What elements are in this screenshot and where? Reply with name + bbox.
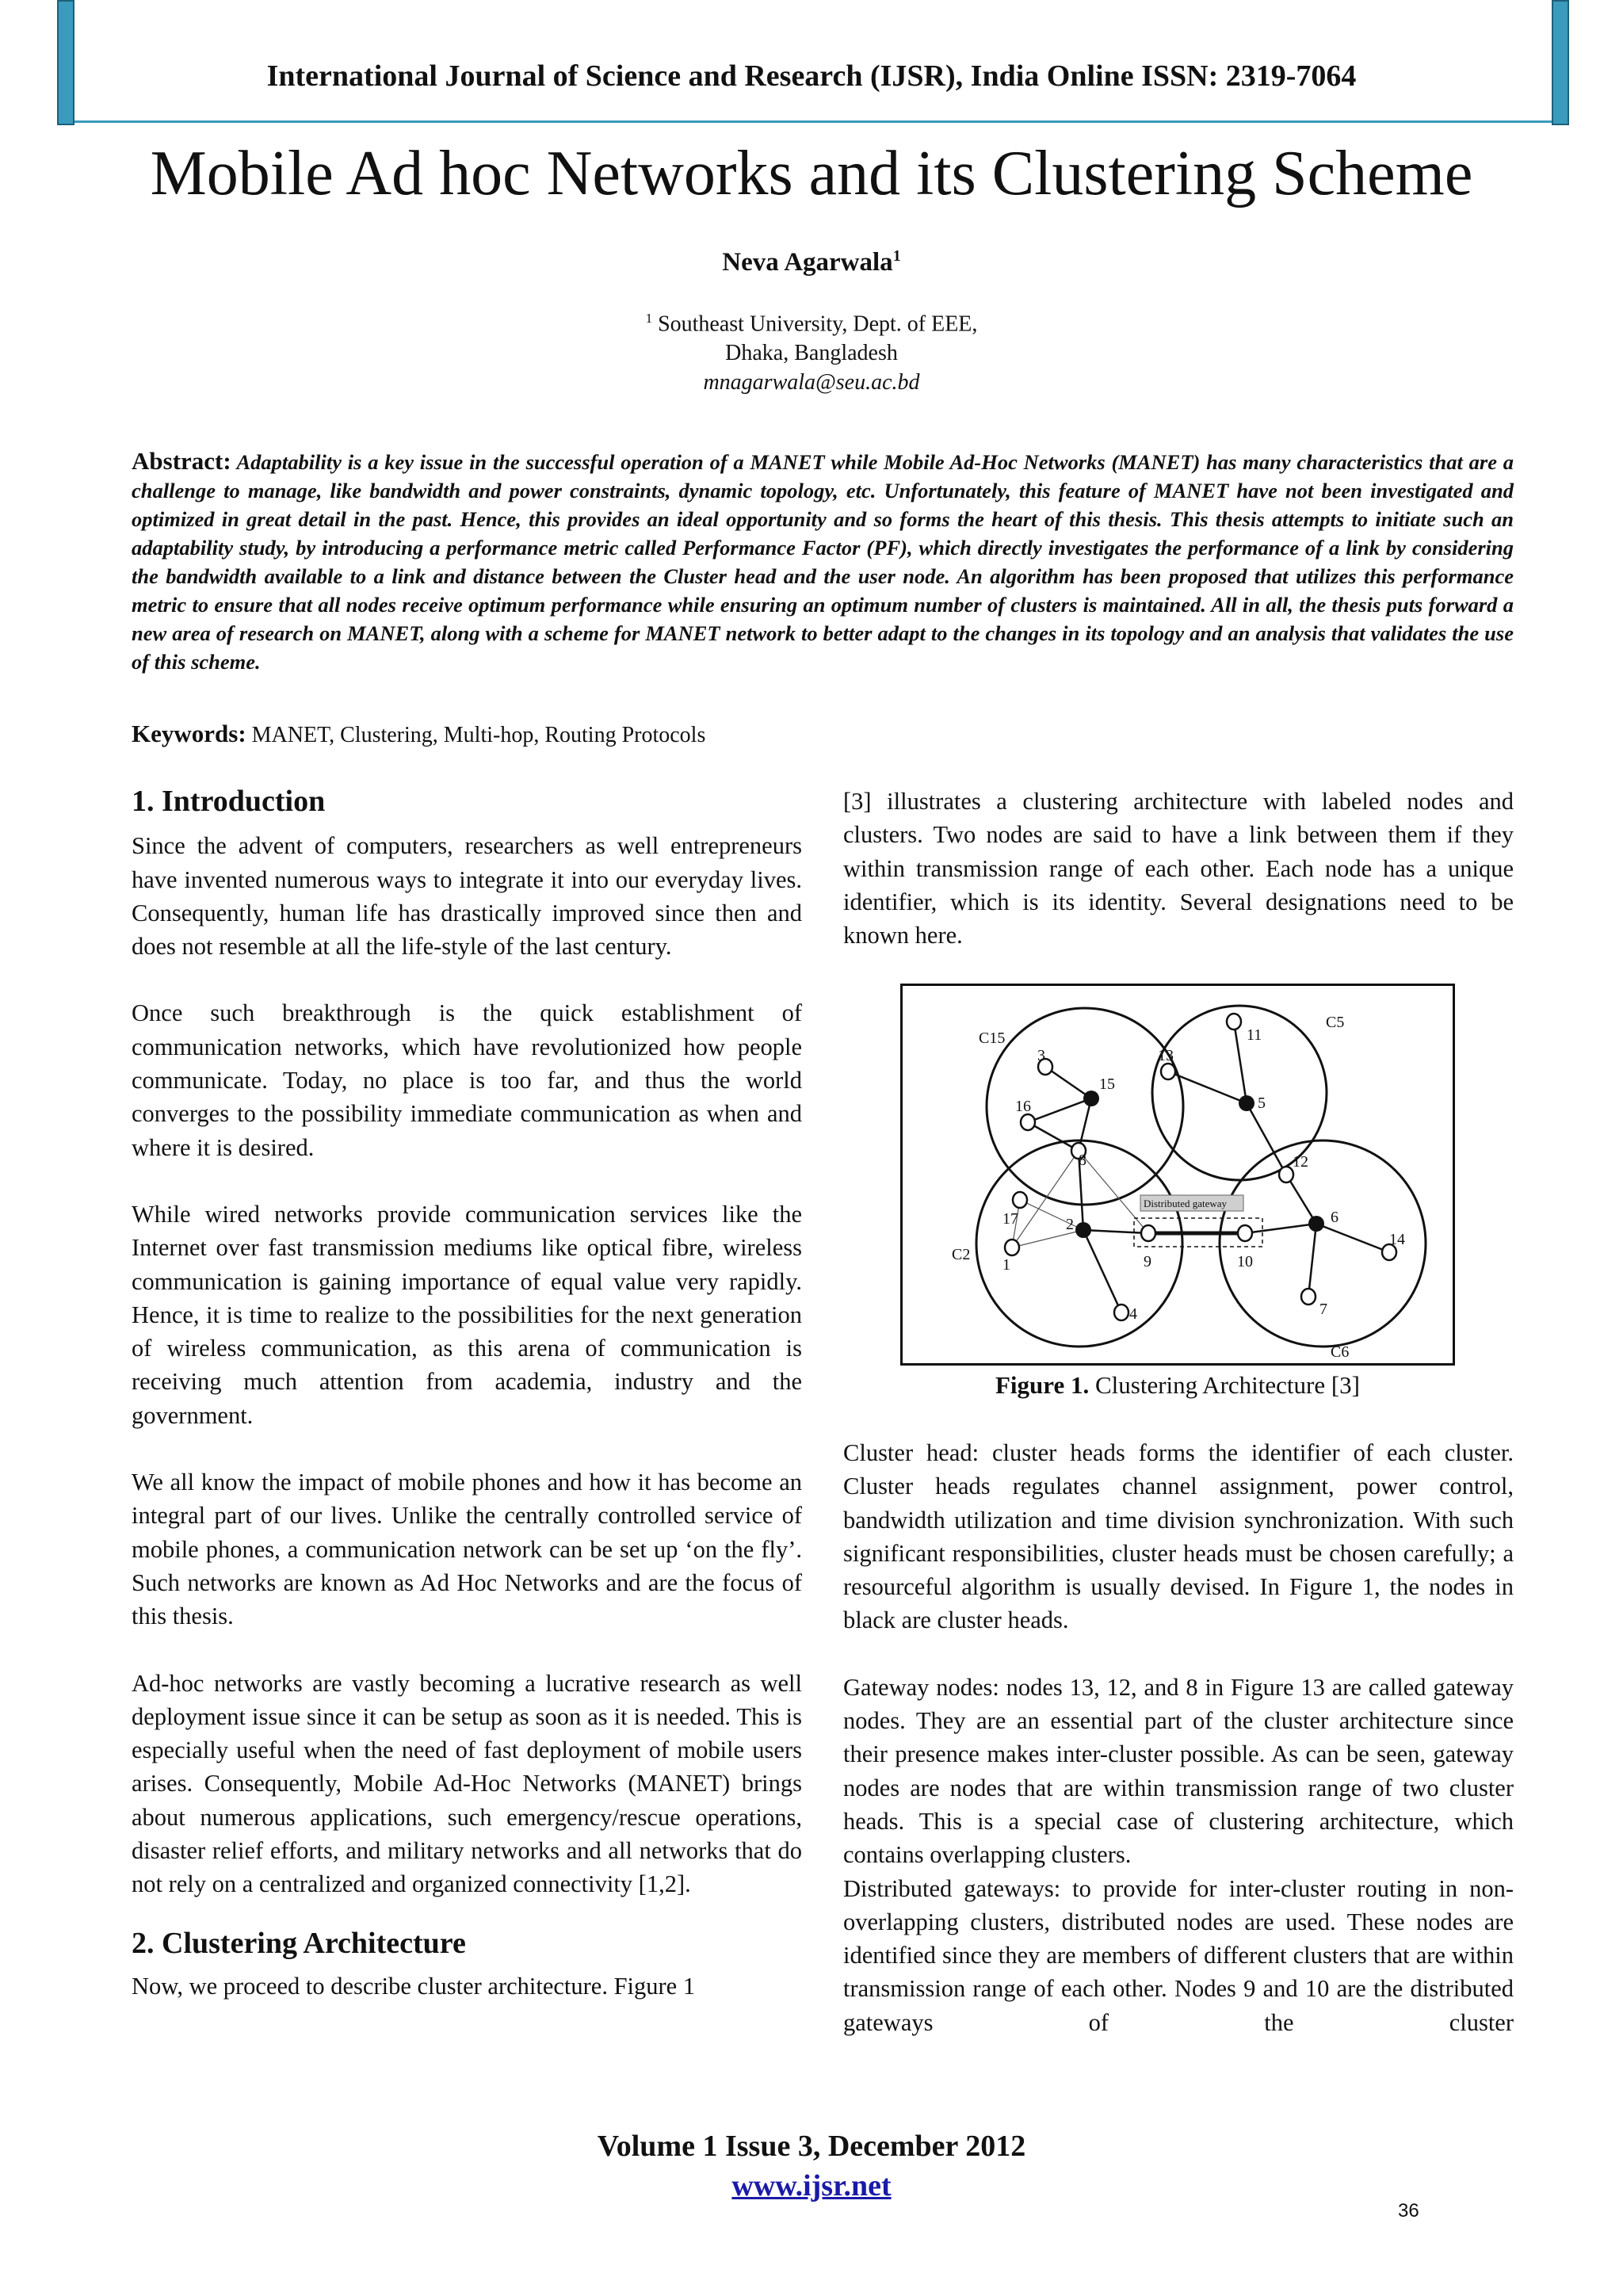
node-6-head (1308, 1216, 1324, 1232)
link-6-7 (1308, 1224, 1316, 1297)
paper-title: Mobile Ad hoc Networks and its Clustering Scheme (150, 139, 1473, 208)
node-5-head (1239, 1095, 1254, 1111)
node-17 (1013, 1192, 1027, 1208)
author-superscript: 1 (892, 247, 901, 265)
label-cluster-c6: C6 (1331, 1343, 1350, 1361)
right-column-top (843, 785, 1514, 952)
footer-volume: Volume 1 Issue 3, December 2012 (597, 2130, 1026, 2163)
label-node-5: 5 (1258, 1095, 1266, 1112)
affiliation-text-1: Southeast University, Dept. of EEE, (652, 311, 978, 337)
label-cluster-c15: C15 (979, 1030, 1006, 1047)
right-column-bottom (843, 1436, 1514, 2039)
link-5-12 (1247, 1103, 1286, 1175)
link-13-5 (1168, 1072, 1247, 1103)
label-node-2: 2 (1066, 1216, 1074, 1233)
gateway-nodes-paragraph: Gateway nodes: nodes 13, 12, and 8 in Figure 13 are called gateway nodes. They are an essential part of the cluster architecture since their presence makes inter-cluster possible. As can be seen, gateway nodes are nodes that are within transmission range of two cluster heads. This is a special case of clustering architecture, which contains overlapping clusters. (843, 1673, 1514, 1869)
label-node-12: 12 (1293, 1153, 1308, 1171)
label-node-16: 16 (1015, 1098, 1031, 1115)
affiliation-line-2: Dhaka, Bangladesh (725, 341, 898, 365)
node-7 (1301, 1289, 1316, 1305)
label-distributed-gateway: Distributed gateway (1144, 1198, 1228, 1209)
page-number: 36 (1398, 2200, 1419, 2222)
label-node-14: 14 (1389, 1231, 1405, 1248)
label-node-4: 4 (1129, 1305, 1137, 1323)
figure-intro-paragraph: [3] illustrates a clustering architecture with labeled nodes and clusters. Two nodes are said to have a link between them if they within transmission range of each other. Each node has a unique identifier, which is its identity. Several designations need to be known here. (843, 788, 1514, 949)
label-node-8: 8 (1079, 1152, 1086, 1169)
intro-paragraph-3: While wired networks provide communication services like the Internet over fast transmission mediums like optical fibre, wireless communication is gaining importance of equal value very rapidly. Hence, it is time to realize to the possibilities for the next generation of wireless communication, as this arena of communication is receiving much attention from academia, industry and the government. (132, 1200, 802, 1429)
node-4 (1114, 1305, 1128, 1320)
link-2-4 (1083, 1230, 1121, 1312)
intro-paragraph-5: Ad-hoc networks are vastly becoming a lucrative research as well deployment issue since it can be setup as soon as it is needed. This is especially useful when the need of fast deployment of mobile users arises. Consequently, Mobile Ad-Hoc Networks (MANET) brings about numerous applications, such emergency/rescue operations, disaster relief efforts, and military networks and all networks that do not rely on a centralized and organized connectivity [1,2]. (132, 1669, 802, 1898)
node-9 (1141, 1225, 1155, 1241)
intro-paragraph-1: Since the advent of computers, researchers as well entrepreneurs have invented numerous ways to integrate it into our everyday lives. Consequently, human life has drastically improved since then and does not resemble at all the life-style of the last century. (132, 832, 802, 961)
abstract-label: Abstract: (132, 447, 231, 475)
left-column (132, 785, 802, 2003)
link-11-5 (1234, 1022, 1247, 1103)
node-2-head (1075, 1222, 1091, 1238)
journal-header: International Journal of Science and Research (IJSR), India Online ISSN: 2319-7064 (266, 59, 1357, 93)
label-node-7: 7 (1319, 1301, 1327, 1318)
label-node-17: 17 (1002, 1210, 1018, 1228)
intro-paragraph-4: We all know the impact of mobile phones and how it has become an integral part of our lives. Unlike the centrally controlled service of mobile phones, a communication network can be set up ‘on the fly’. Such networks are known as Ad Hoc Networks and are the focus of this thesis. (132, 1469, 802, 1630)
node-10 (1238, 1225, 1252, 1241)
node-1 (1005, 1240, 1019, 1255)
link-16-15 (1028, 1098, 1091, 1122)
label-cluster-c2: C2 (952, 1246, 971, 1263)
label-node-11: 11 (1247, 1026, 1262, 1044)
link-8-9 (1079, 1151, 1148, 1233)
keywords (132, 720, 705, 748)
label-cluster-c5: C5 (1326, 1014, 1345, 1031)
link-3-15 (1045, 1067, 1091, 1098)
link-10-6 (1245, 1224, 1316, 1233)
label-node-9: 9 (1144, 1253, 1151, 1270)
clustering-paragraph-1: Now, we proceed to describe cluster architecture. Figure 1 (132, 1972, 696, 2000)
figure-1-caption-text: Clustering Architecture [3] (1089, 1371, 1360, 1399)
node-11 (1227, 1014, 1241, 1030)
link-6-14 (1316, 1224, 1389, 1252)
figure-1-frame (900, 984, 1455, 1366)
link-2-9 (1083, 1230, 1148, 1233)
author-name (0, 247, 1623, 277)
node-13 (1161, 1064, 1175, 1079)
node-12 (1279, 1167, 1293, 1182)
intro-paragraph-2: Once such breakthrough is the quick establishment of communication networks, which have revolutionized how people communicate. Today, no place is too far, and thus the world converges to the possibility immediate communication as when and where it is desired. (132, 999, 802, 1161)
figure-1-label: Figure 1. (995, 1371, 1090, 1399)
cluster-head-paragraph: Cluster head: cluster heads forms the identifier of each cluster. Cluster heads regulates channel assignment, power control, bandwidth utilization and time division synchronization. With such significant responsibilities, cluster heads must be chosen carefully; a resourceful algorithm is usually devised. In Figure 1, the nodes in black are cluster heads. (843, 1439, 1514, 1634)
keywords-label: Keywords: (132, 720, 246, 747)
link-16-8 (1028, 1122, 1079, 1151)
abstract-text: Adaptability is a key issue in the successful operation of a MANET while Mobile Ad-Hoc Networks (MANET) has many characteristics that are a challenge to manage, like bandwidth and power constraints, dynamic topology, etc. Unfortunately, this feature of MANET have not been investigated and optimized in great detail in the past. Hence, this provides an ideal opportunity and so forms the heart of this thesis. This thesis attempts to initiate such an adaptability study, by introducing a performance metric called Performance Factor (PF), which directly investigates the performance of a link by considering the bandwidth available to a link and distance between the Cluster head and the user node. An algorithm has been proposed that utilizes this performance metric to ensure that all nodes receive optimum performance while ensuring an optimum number of clusters is maintained. All in all, the thesis puts forward a new area of research on MANET, along with a scheme for MANET network to better adapt to the changes in its topology and an analysis that validates the use of this scheme. (132, 450, 1514, 674)
section-heading-introduction: 1. Introduction (132, 785, 326, 818)
figure-1-caption (845, 1371, 1510, 1400)
clustering-diagram (903, 986, 1453, 1363)
section-heading-clustering: 2. Clustering Architecture (132, 1926, 466, 1960)
label-node-10: 10 (1237, 1253, 1253, 1270)
footer-url-link[interactable]: www.ijsr.net (731, 2169, 892, 2202)
label-node-13: 13 (1158, 1047, 1174, 1064)
header-rule (74, 120, 1552, 123)
label-node-1: 1 (1002, 1256, 1010, 1274)
keywords-text: MANET, Clustering, Multi-hop, Routing Protocols (246, 723, 706, 747)
label-node-3: 3 (1037, 1047, 1045, 1064)
label-node-6: 6 (1331, 1209, 1338, 1226)
affiliation-superscript: 1 (645, 311, 653, 326)
label-node-15: 15 (1099, 1075, 1115, 1093)
author-text: Neva Agarwala (722, 248, 893, 277)
abstract (132, 447, 1514, 676)
node-16 (1021, 1114, 1035, 1130)
node-15-head (1083, 1091, 1099, 1106)
affiliation-line-1 (0, 311, 1623, 337)
distributed-gateways-paragraph: Distributed gateways: to provide for inter-cluster routing in non-overlapping clusters, distributed nodes are used. These nodes are identified since they are members of different clusters that are within transmission range of each other. Nodes 9 and 10 are the distributed gateways of the cluster (843, 1874, 1514, 2036)
author-email: mnagarwala@seu.ac.bd (703, 370, 920, 395)
